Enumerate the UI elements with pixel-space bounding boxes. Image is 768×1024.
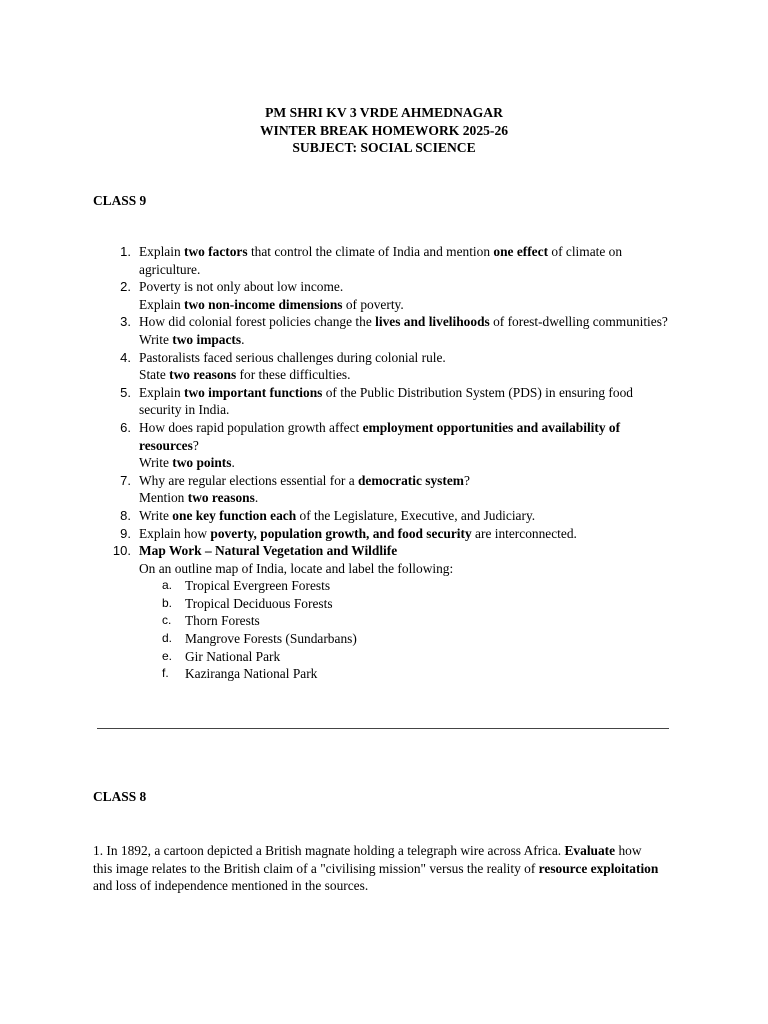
bold-text: poverty, population growth, and food security	[210, 525, 472, 541]
map-work-list	[139, 577, 669, 683]
question-text	[139, 243, 669, 278]
question-item	[109, 313, 669, 348]
text-run: Why are regular elections essential for a	[139, 472, 358, 488]
map-work-item-label: b.	[162, 595, 173, 610]
question-text	[139, 489, 669, 507]
text-run: Poverty is not only about low income.	[139, 279, 344, 295]
text-run: How did colonial forest policies change the	[139, 314, 376, 330]
text-run: are interconnected.	[471, 525, 577, 541]
map-work-item	[139, 630, 669, 648]
question-text	[139, 349, 669, 367]
question-item	[109, 507, 669, 525]
bold-text: two reasons	[187, 490, 255, 506]
question-number: 9.	[120, 525, 131, 541]
text-run: that control the climate of India and mention	[247, 244, 494, 259]
question-item	[109, 542, 669, 683]
class8-heading: CLASS 8	[93, 789, 147, 804]
question-text	[139, 331, 669, 349]
question-text	[139, 542, 669, 560]
question-text	[139, 454, 669, 472]
bold-text: one effect	[493, 244, 549, 259]
map-work-item-label: e.	[162, 648, 173, 663]
map-work-item	[139, 612, 669, 630]
question-text	[139, 296, 669, 314]
bold-text: democratic system	[357, 472, 464, 488]
text-run: On an outline map of India, locate and label the following:	[139, 560, 454, 576]
question-number: 3.	[120, 314, 131, 330]
homework-title: WINTER BREAK HOMEWORK 2025-26	[259, 122, 509, 138]
text-run: Write	[139, 331, 173, 347]
text-run: of poverty.	[342, 296, 404, 312]
text-run: and loss of independence mentioned in the sources.	[93, 878, 369, 894]
map-work-item	[139, 577, 669, 595]
bold-text: two important functions	[184, 384, 323, 400]
map-work-item-label: d.	[162, 631, 173, 646]
text-run: Write	[139, 455, 173, 471]
question-number: 2.	[120, 279, 131, 295]
question-item	[109, 349, 669, 384]
bold-text: resource exploitation	[538, 860, 659, 876]
text-run: ?	[192, 437, 199, 453]
school-name: PM SHRI KV 3 VRDE AHMEDNAGAR	[265, 105, 503, 120]
text-run: Explain	[139, 384, 184, 400]
map-work-item-text: Tropical Deciduous Forests	[185, 595, 333, 611]
map-work-item-label: f.	[162, 666, 169, 681]
text-run: State	[139, 367, 170, 383]
subject-title: SUBJECT: SOCIAL SCIENCE	[292, 140, 476, 155]
question-number: 5.	[120, 384, 131, 400]
text-run: of climate on agriculture.	[139, 244, 623, 277]
question-item	[109, 243, 669, 278]
bold-text: two impacts	[172, 331, 242, 347]
text-run: how this image relates to the British claim of a "civilising mission" versus the reality of	[93, 843, 642, 876]
text-run: Pastoralists faced serious challenges during colonial rule.	[139, 349, 446, 365]
text-run: .	[241, 331, 245, 347]
map-work-item-label: c.	[162, 613, 172, 628]
question-text	[139, 525, 669, 543]
class8-question	[93, 842, 663, 895]
bold-text: two reasons	[169, 367, 237, 383]
text-run: of the Legislature, Executive, and Judiciary.	[296, 507, 536, 523]
text-run: ?	[463, 472, 470, 488]
class9-question-list	[109, 243, 669, 683]
bold-text: two factors	[184, 244, 248, 259]
text-run: Explain	[139, 244, 184, 259]
map-work-item-text: Kaziranga National Park	[185, 666, 318, 682]
map-work-item	[139, 595, 669, 613]
map-work-item-text: Thorn Forests	[185, 613, 260, 629]
question-number: 7.	[120, 472, 131, 488]
bold-text: Evaluate	[564, 843, 616, 858]
bold-text: two points	[172, 455, 232, 471]
question-number: 10.	[112, 543, 131, 559]
map-work-item	[139, 665, 669, 683]
section-divider	[97, 728, 669, 729]
question-text	[139, 560, 669, 578]
text-run: Explain	[139, 296, 184, 312]
bold-text: employment opportunities and availability of resources	[139, 419, 621, 453]
map-work-item-text: Gir National Park	[185, 648, 281, 664]
question-item	[109, 278, 669, 313]
map-work-item-text: Mangrove Forests (Sundarbans)	[185, 631, 357, 647]
bold-text: Map Work – Natural Vegetation and Wildlife	[139, 543, 398, 559]
map-work-item	[139, 648, 669, 666]
question-number: 8.	[120, 507, 131, 523]
question-text	[139, 507, 669, 525]
bold-text: two non-income dimensions	[184, 296, 343, 312]
question-text	[139, 419, 669, 454]
question-text	[139, 278, 669, 296]
question-item	[109, 525, 669, 543]
question-item	[109, 384, 669, 419]
question-text	[139, 366, 669, 384]
text-run: 1. In 1892, a cartoon depicted a British magnate holding a telegraph wire across Africa.	[93, 843, 565, 858]
document-header	[0, 104, 768, 157]
map-work-item-label: a.	[162, 578, 173, 593]
question-text	[139, 313, 669, 331]
text-run: for these difficulties.	[236, 367, 351, 383]
question-item	[109, 419, 669, 472]
question-number: 1.	[120, 244, 131, 259]
question-number: 6.	[120, 419, 131, 435]
text-run: Explain how	[139, 525, 211, 541]
text-run: of forest-dwelling communities?	[489, 314, 668, 330]
question-text	[139, 384, 669, 419]
text-run: .	[254, 490, 259, 506]
question-number: 4.	[120, 349, 131, 365]
question-item	[109, 472, 669, 507]
bold-text: lives and livelihoods	[375, 314, 490, 330]
text-run: Write	[139, 507, 173, 523]
text-run: of the Public Distribution System (PDS) in ensuring food security in India.	[139, 384, 633, 418]
text-run: Mention	[139, 490, 188, 506]
class9-heading: CLASS 9	[93, 193, 147, 208]
map-work-item-text: Tropical Evergreen Forests	[185, 578, 331, 594]
text-run: .	[231, 455, 235, 471]
text-run: How does rapid population growth affect	[139, 419, 363, 435]
bold-text: one key function each	[172, 507, 297, 523]
question-text	[139, 472, 669, 490]
